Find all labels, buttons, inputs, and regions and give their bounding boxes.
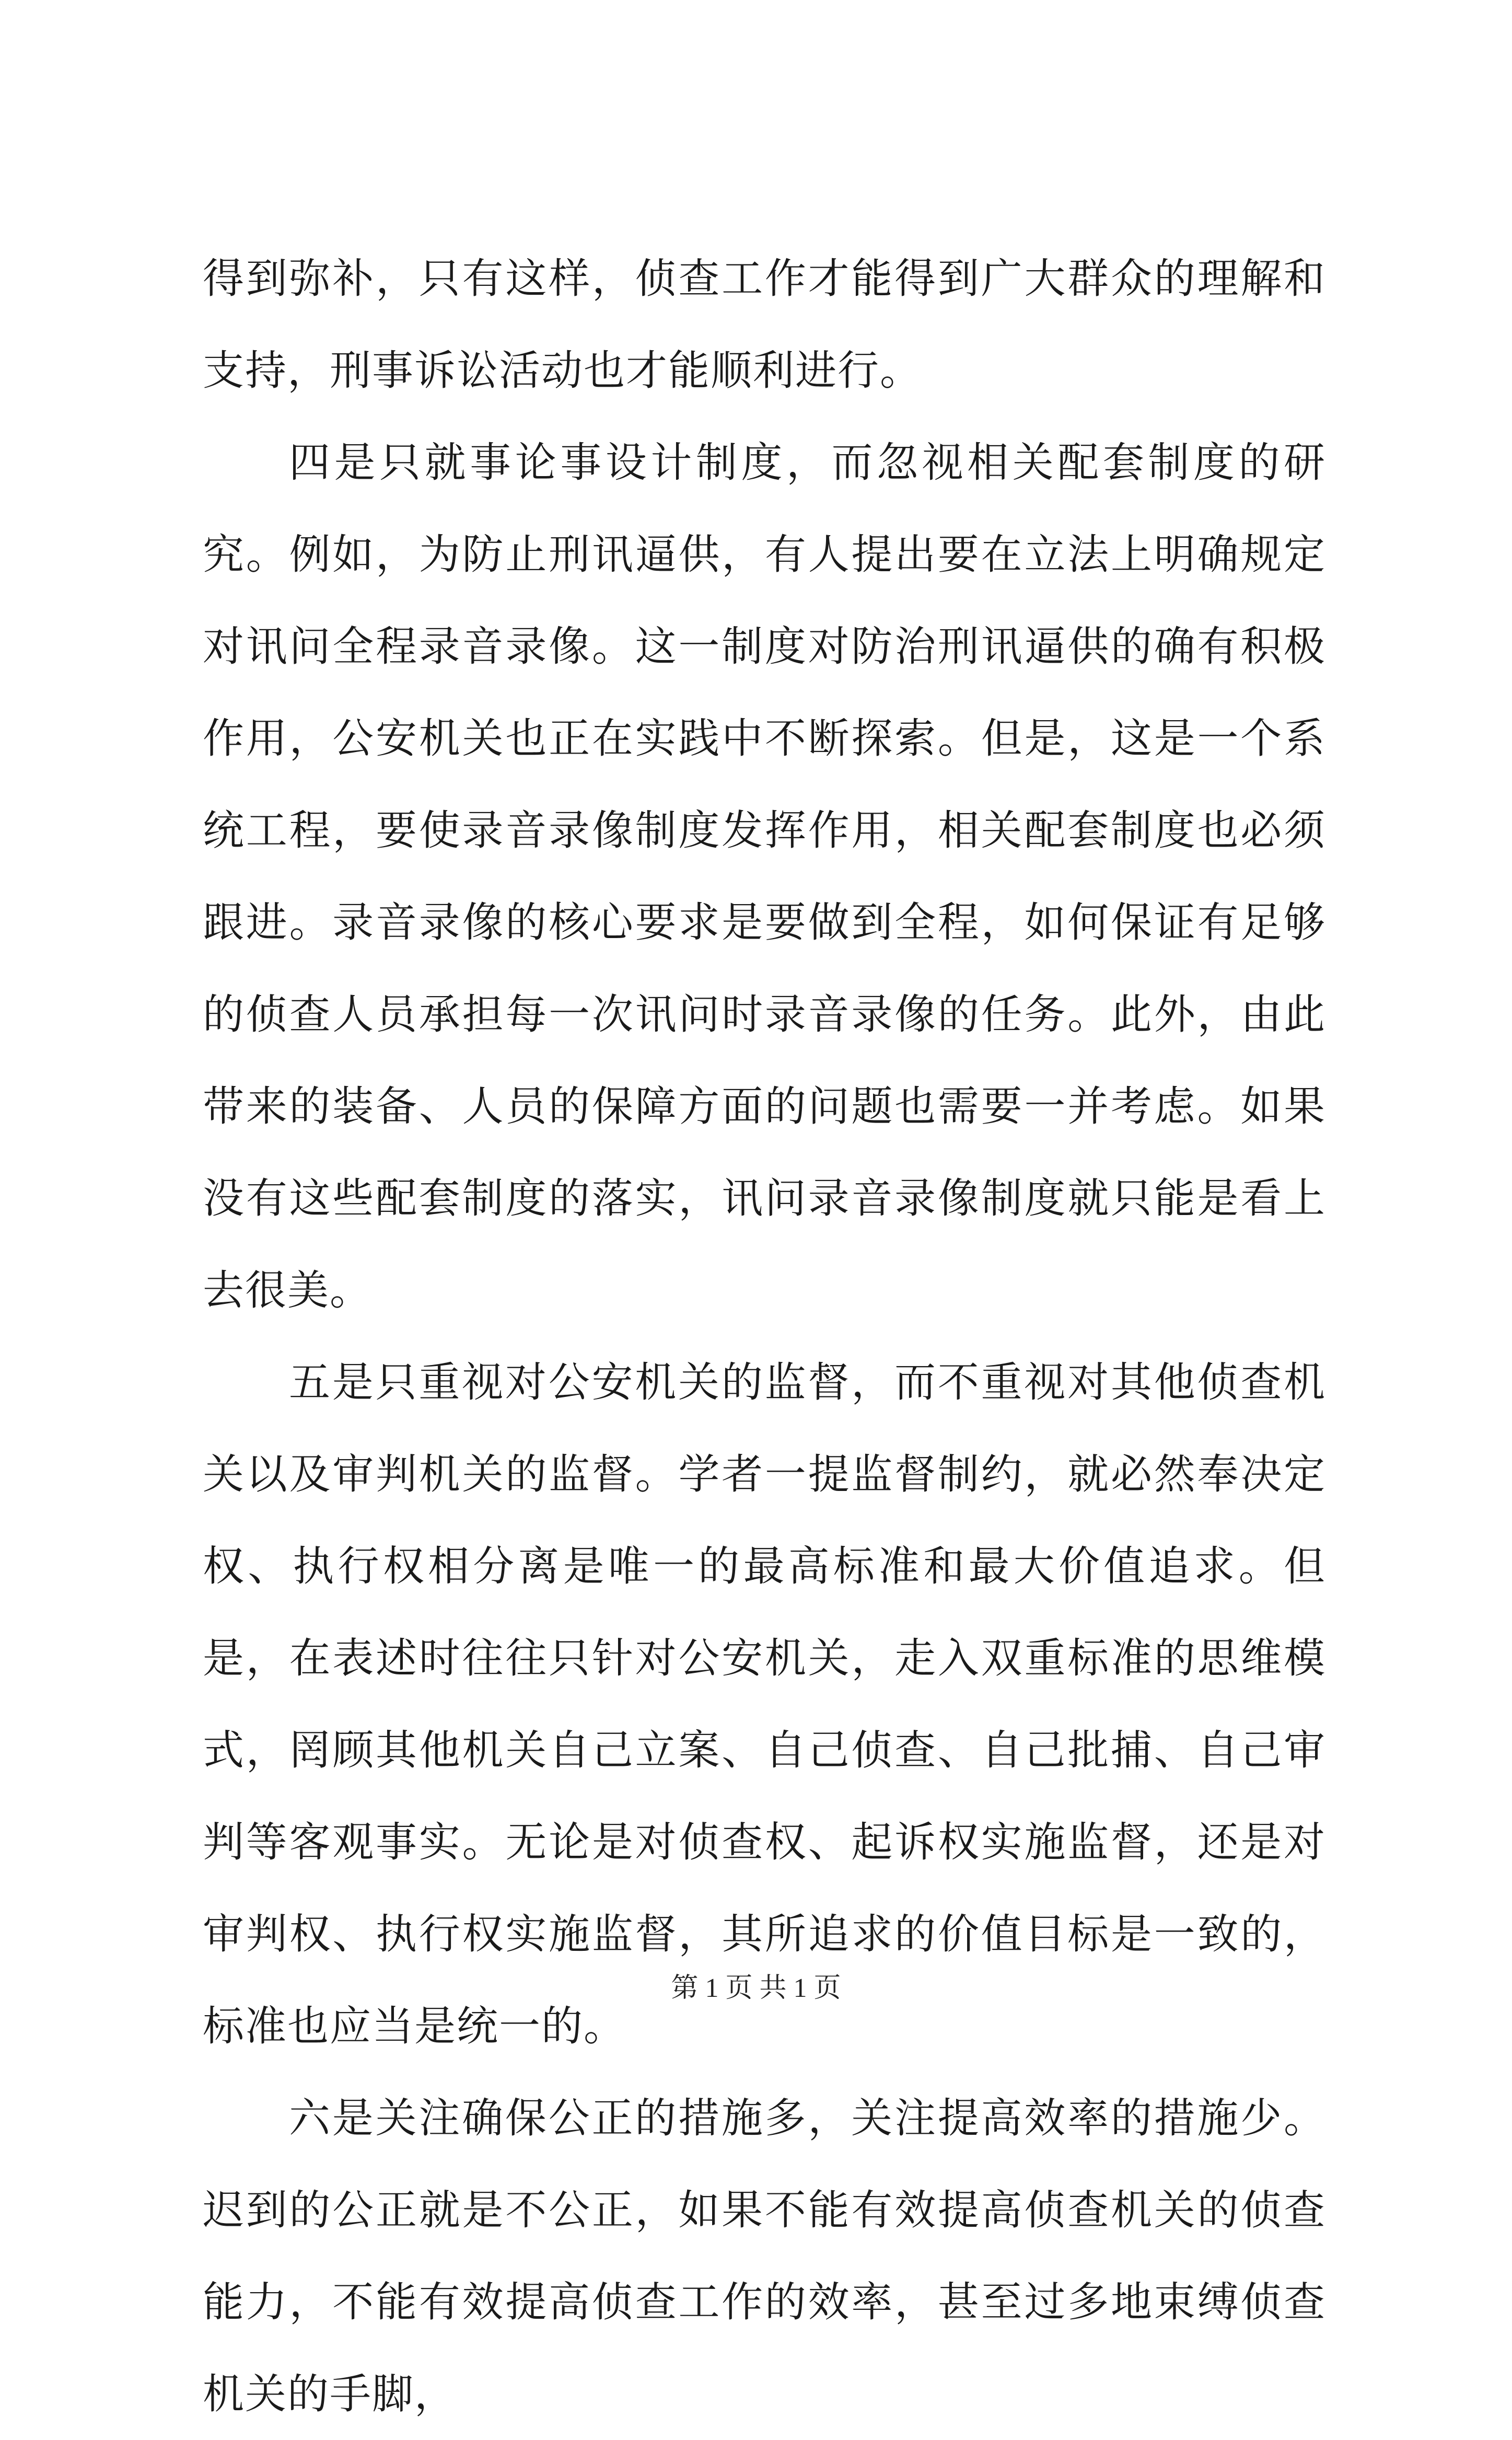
paragraph-five: 五是只重视对公安机关的监督，而不重视对其他侦查机关以及审判机关的监督。学者一提监督制约，就必然奉决定权、执行权相分离是唯一的最高标准和最大价值追求。但是，在表述时往往只针对公安机关，走入双重标准的思维模式，罔顾其他机关自己立案、自己侦查、自己批捕、自己审判等客观事实。无论是对侦查权、起诉权实施监督，还是对审判权、执行权实施监督，其所追求的价值目标是一致的，标准也应当是统一的。 bbox=[203, 1358, 1326, 2050]
paragraph-six: 六是关注确保公正的措施多，关注提高效率的措施少。迟到的公正就是不公正，如果不能有效提高侦查机关的侦查能力，不能有效提高侦查工作的效率，甚至过多地束缚侦查机关的手脚， bbox=[203, 2094, 1326, 2418]
body-text bbox=[203, 233, 1326, 2440]
page-footer: 第 1 页 共 1 页 bbox=[671, 1973, 841, 2003]
paragraph-four: 四是只就事论事设计制度，而忽视相关配套制度的研究。例如，为防止刑讯逼供，有人提出要在立法上明确规定对讯问全程录音录像。这一制度对防治刑讯逼供的确有积极作用，公安机关也正在实践中不断探索。但是，这是一个系统工程，要使录音录像制度发挥作用，相关配套制度也必须跟进。录音录像的核心要求是要做到全程，如何保证有足够的侦查人员承担每一次讯问时录音录像的任务。此外，由此带来的装备、人员的保障方面的问题也需要一并考虑。如果没有这些配套制度的落实，讯问录音录像制度就只能是看上去很美。 bbox=[203, 438, 1326, 1314]
paragraph-continuation: 得到弥补，只有这样，侦查工作才能得到广大群众的理解和支持，刑事诉讼活动也才能顺利进行。 bbox=[203, 255, 1326, 395]
